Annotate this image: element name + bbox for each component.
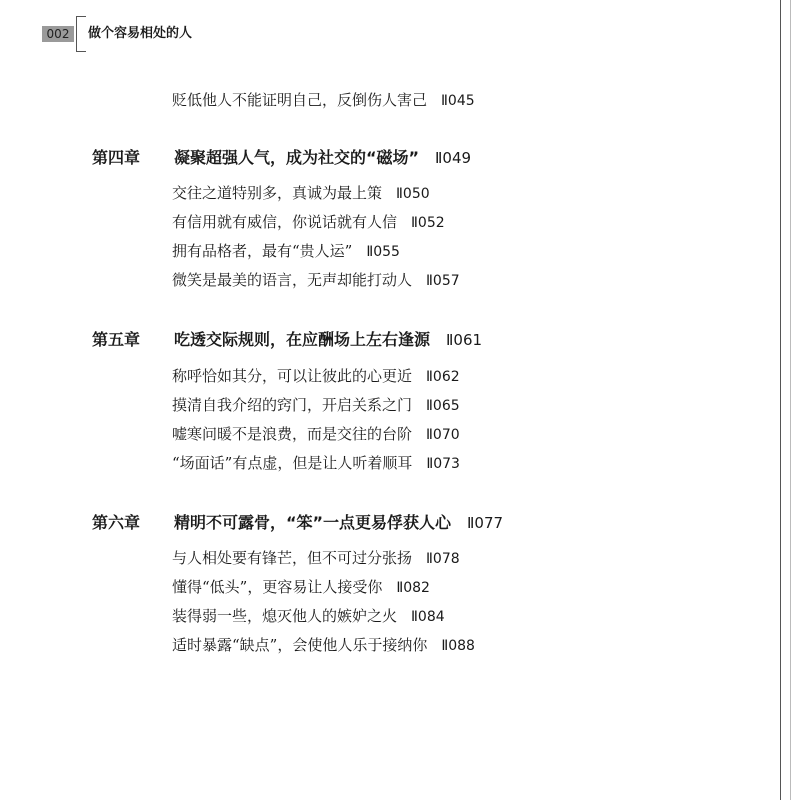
header-bracket-bottom [76, 51, 86, 52]
entry-title: 摸清自我介绍的窍门，开启关系之门 [172, 396, 413, 414]
entry-title: 有信用就有威信，你说话就有人信 [172, 213, 398, 231]
toc-entry [172, 548, 460, 569]
toc-entry [172, 241, 400, 262]
entry-page: Ⅱ084 [411, 609, 445, 625]
entry-title: 称呼恰如其分，可以让彼此的心更近 [172, 367, 413, 385]
entry-page: Ⅱ045 [441, 93, 475, 109]
entry-page: Ⅱ055 [366, 244, 400, 260]
book-title: 做个容易相处的人 [88, 26, 193, 41]
chapter-heading-5 [92, 329, 482, 351]
entry-page: Ⅱ062 [426, 369, 460, 385]
entry-title: 装得弱一些，熄灭他人的嫉妒之火 [172, 607, 398, 625]
page-number: 002 [42, 26, 74, 42]
toc-entry [172, 366, 460, 387]
entry-title: 适时暴露“缺点”，会使他人乐于接纳你 [172, 636, 428, 654]
entry-page: Ⅱ070 [426, 427, 460, 443]
toc-entry [172, 270, 460, 291]
entry-title: 交往之道特别多，真诚为最上策 [172, 184, 383, 202]
entry-page: Ⅱ078 [426, 551, 460, 567]
toc-entry [172, 635, 475, 656]
toc-entry [172, 424, 460, 445]
toc-entry [172, 606, 445, 627]
toc-entry [172, 395, 460, 416]
entry-title: 微笑是最美的语言，无声却能打动人 [172, 271, 413, 289]
entry-title: 拥有品格者，最有“贵人运” [172, 242, 353, 260]
entry-page: Ⅱ050 [396, 186, 430, 202]
entry-page: Ⅱ088 [441, 638, 475, 654]
toc-entry [172, 453, 460, 474]
entry-page: Ⅱ073 [426, 456, 460, 472]
chapter-page: Ⅱ061 [446, 331, 483, 349]
header-bracket [76, 16, 77, 52]
header-bracket-top [76, 16, 86, 17]
chapter-title: 精明不可露骨，“笨”一点更易俘获人心 [174, 513, 452, 532]
chapter-title: 吃透交际规则，在应酬场上左右逢源 [174, 330, 431, 349]
chapter-page: Ⅱ077 [467, 514, 504, 532]
entry-title: 与人相处要有锋芒，但不可过分张扬 [172, 549, 413, 567]
page-edge-line-outer [790, 0, 791, 800]
entry-title: 懂得“低头”，更容易让人接受你 [172, 578, 383, 596]
entry-title: 贬低他人不能证明自己，反倒伤人害己 [172, 91, 428, 109]
chapter-number: 第六章 [92, 513, 141, 532]
entry-page: Ⅱ052 [411, 215, 445, 231]
entry-page: Ⅱ082 [396, 580, 430, 596]
entry-page: Ⅱ065 [426, 398, 460, 414]
toc-entry [172, 90, 475, 111]
chapter-title: 凝聚超强人气，成为社交的“磁场” [174, 148, 420, 167]
toc-entry [172, 183, 430, 204]
entry-title: 嘘寒问暖不是浪费，而是交往的台阶 [172, 425, 413, 443]
chapter-number: 第四章 [92, 148, 141, 167]
entry-page: Ⅱ057 [426, 273, 460, 289]
entry-title: “场面话”有点虚，但是让人听着顺耳 [172, 454, 413, 472]
chapter-page: Ⅱ049 [435, 149, 472, 167]
chapter-number: 第五章 [92, 330, 141, 349]
page-edge-line [780, 0, 781, 800]
chapter-heading-6 [92, 512, 503, 534]
toc-entry [172, 577, 430, 598]
toc-entry [172, 212, 445, 233]
chapter-heading-4 [92, 147, 471, 169]
